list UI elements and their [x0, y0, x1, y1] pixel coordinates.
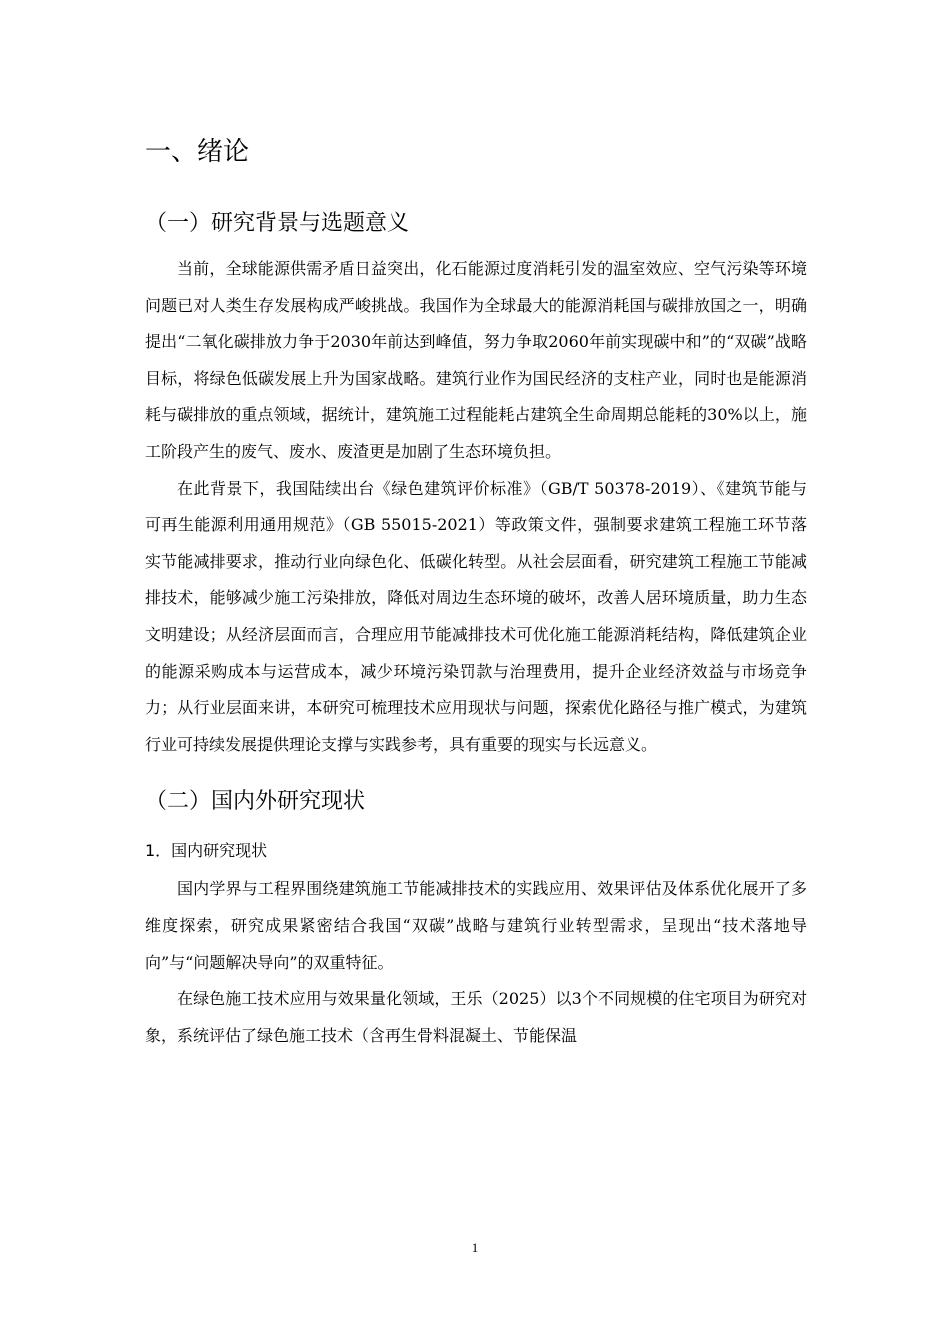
paragraph: 在此背景下，我国陆续出台《绿色建筑评价标准》（GB/T 50378-2019）、《建筑节能与可再生能源利用通用规范》（GB 55015-2021）等政策文件，强制要求建筑工程施工环节落实节能减排要求，推动行业向绿色化、低碳化转型。从社会层面看，研究建筑工程施工节能减排技术，能够减少施工污染排放，降低对周边生态环境的破坏，改善人居环境质量，助力生态文明建设；从经济层面而言，合理应用节能减排技术可优化施工能源消耗结构，降低建筑企业的能源采购成本与运营成本，减少环境污染罚款与治理费用，提升企业经济效益与市场竞争力；从行业层面来讲，本研究可梳理技术应用现状与问题，探索优化路径与推广模式，为建筑行业可持续发展提供理论支撑与实践参考，具有重要的现实与长远意义。	[145, 478, 807, 754]
section-title-research-background: （一）研究背景与选题意义	[145, 211, 410, 236]
page-number: 1	[471, 1240, 479, 1255]
paragraph: 在绿色施工技术应用与效果量化领域，王乐（2025）以3个不同规模的住宅项目为研究对象，系统评估了绿色施工技术（含再生骨料混凝土、节能保温	[145, 989, 807, 1045]
chapter-title: 一、绪论	[145, 137, 250, 167]
page-content	[145, 132, 807, 1054]
subsection-title-domestic: 1．国内研究现状	[145, 841, 268, 861]
paragraph: 国内学界与工程界围绕建筑施工节能减排技术的实践应用、效果评估及体系优化展开了多维度探索，研究成果紧密结合我国“双碳”战略与建筑行业转型需求，呈现出“技术落地导向”与“问题解决导向”的双重特征。	[145, 879, 807, 972]
paragraph: 当前，全球能源供需矛盾日益突出，化石能源过度消耗引发的温室效应、空气污染等环境问题已对人类生存发展构成严峻挑战。我国作为全球最大的能源消耗国与碳排放国之一，明确提出“二氧化碳排放力争于2030年前达到峰值，努力争取2060年前实现碳中和”的“双碳”战略目标，将绿色低碳发展上升为国家战略。建筑行业作为国民经济的支柱产业，同时也是能源消耗与碳排放的重点领域，据统计，建筑施工过程能耗占建筑全生命周期总能耗的30%以上，施工阶段产生的废气、废水、废渣更是加剧了生态环境负担。	[145, 259, 807, 461]
section-title-research-status: （二）国内外研究现状	[145, 789, 366, 815]
